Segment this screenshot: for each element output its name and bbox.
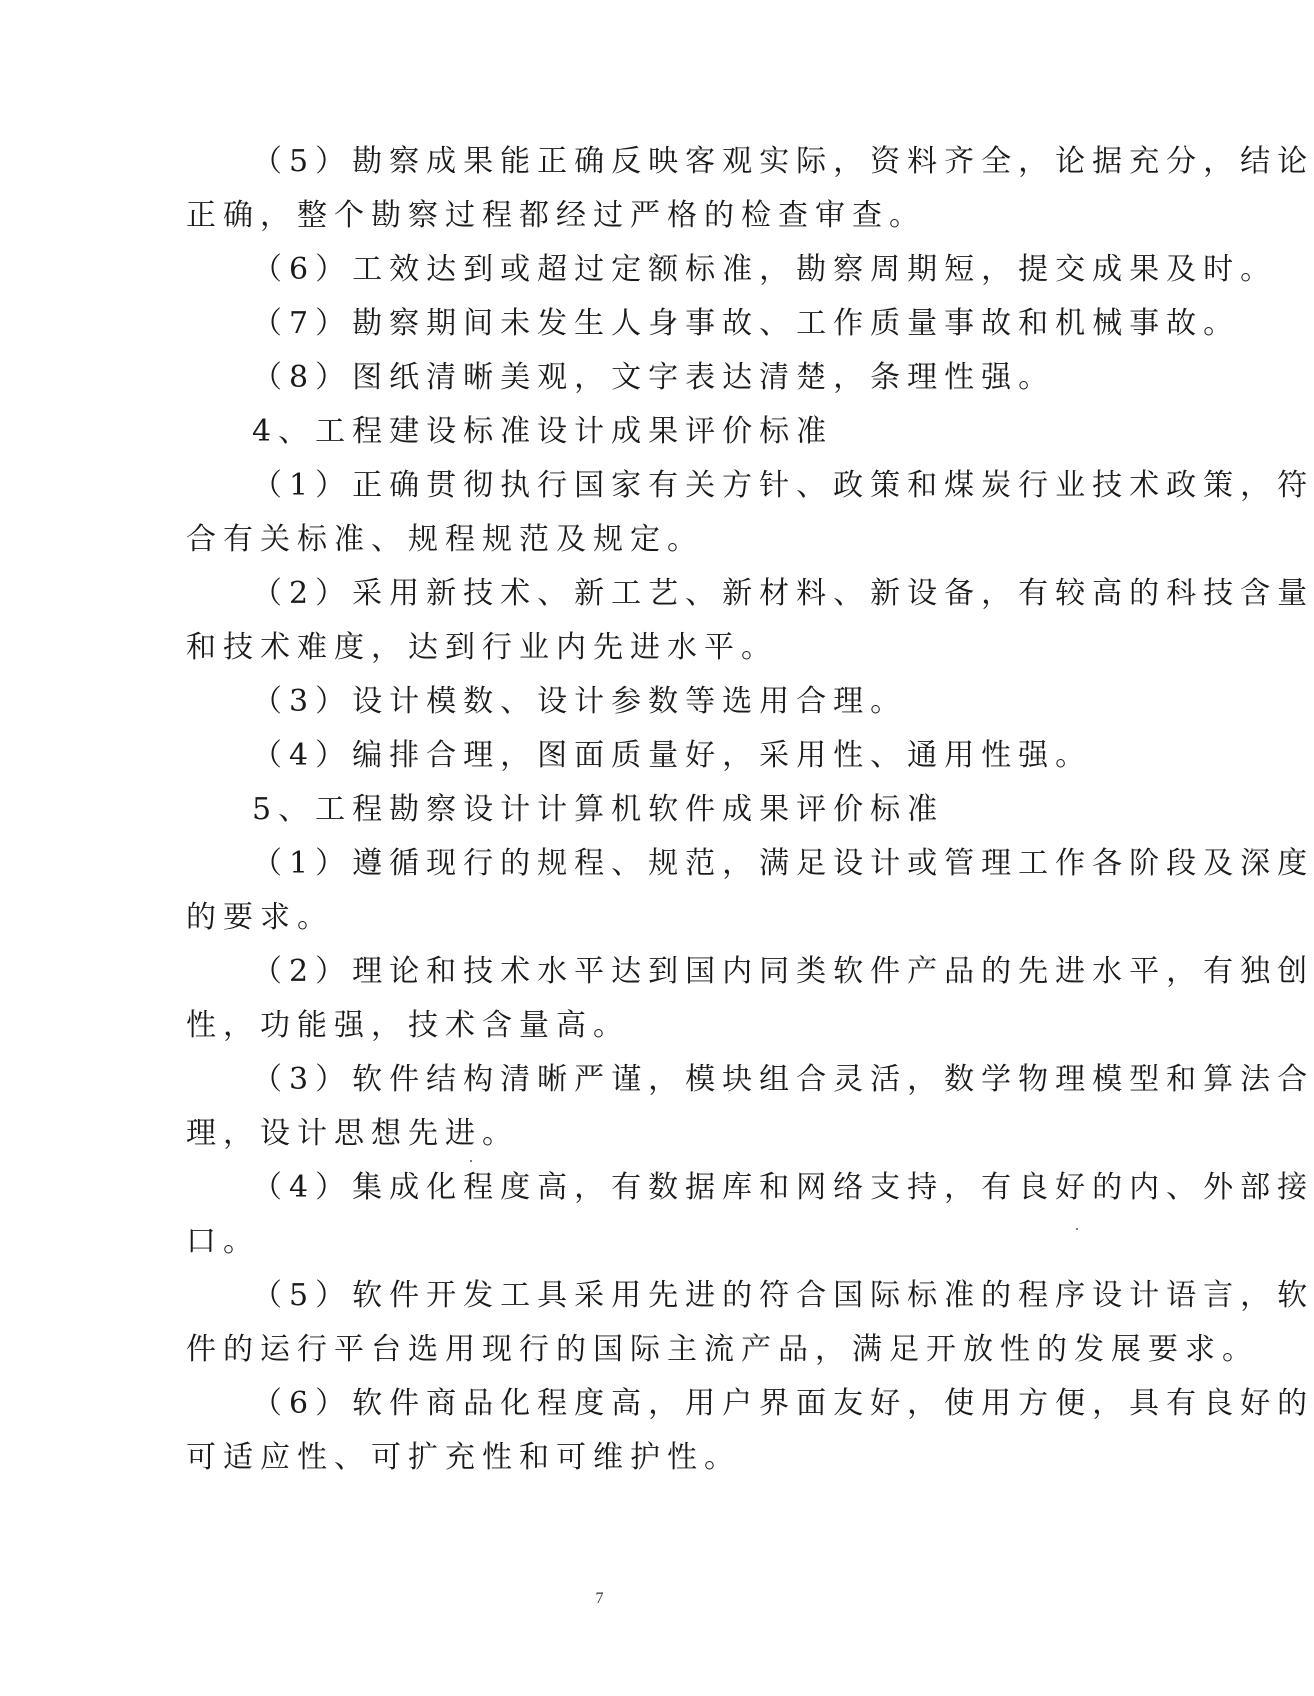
paragraph-line: 性，功能强，技术含量高。 — [186, 1008, 630, 1043]
scan-speck — [1076, 1228, 1078, 1230]
paragraph-line: （6）软件商品化程度高，用户界面友好，使用方便，具有良好的 — [252, 1386, 1314, 1421]
paragraph-line: （6）工效达到或超过定额标准，勘察周期短，提交成果及时。 — [252, 252, 1278, 287]
section-heading: 5、工程勘察设计计算机软件成果评价标准 — [252, 792, 945, 827]
paragraph-line: （5）软件开发工具采用先进的符合国际标准的程序设计语言，软 — [252, 1278, 1314, 1313]
paragraph-line: （7）勘察期间未发生人身事故、工作质量事故和机械事故。 — [252, 306, 1241, 341]
paragraph-line: 理，设计思想先进。 — [186, 1116, 519, 1151]
paragraph-line: 可适应性、可扩充性和可维护性。 — [186, 1440, 741, 1475]
body-text — [186, 135, 1314, 1485]
paragraph-line: （3）软件结构清晰严谨，模块组合灵活，数学物理模型和算法合 — [252, 1062, 1314, 1097]
paragraph-line: 口。 — [186, 1224, 260, 1259]
paragraph-line: （4）编排合理，图面质量好，采用性、通用性强。 — [252, 738, 1093, 773]
paragraph-line: （4）集成化程度高，有数据库和网络支持，有良好的内、外部接 — [252, 1170, 1314, 1205]
paragraph-line: 件的运行平台选用现行的国际主流产品，满足开放性的发展要求。 — [186, 1332, 1259, 1367]
paragraph-line: （1）正确贯彻执行国家有关方针、政策和煤炭行业技术政策，符 — [252, 468, 1314, 503]
paragraph-line: （8）图纸清晰美观，文字表达清楚，条理性强。 — [252, 360, 1056, 395]
paragraph-line: （3）设计模数、设计参数等选用合理。 — [252, 684, 908, 719]
paragraph-line: （2）采用新技术、新工艺、新材料、新设备，有较高的科技含量 — [252, 576, 1314, 611]
page-number: 7 — [595, 1590, 604, 1607]
paragraph-line: 正确，整个勘察过程都经过严格的检查审查。 — [186, 198, 926, 233]
paragraph-line: 和技术难度，达到行业内先进水平。 — [186, 630, 778, 665]
paragraph-line: （2）理论和技术水平达到国内同类软件产品的先进水平，有独创 — [252, 954, 1314, 989]
scan-speck — [470, 1160, 472, 1162]
paragraph-line: 的要求。 — [186, 900, 334, 935]
paragraph-line: （1）遵循现行的规程、规范，满足设计或管理工作各阶段及深度 — [252, 846, 1314, 881]
paragraph-line: （5）勘察成果能正确反映客观实际，资料齐全，论据充分，结论 — [252, 144, 1314, 179]
paragraph-line: 合有关标准、规程规范及规定。 — [186, 522, 704, 557]
section-heading: 4、工程建设标准设计成果评价标准 — [252, 414, 834, 449]
